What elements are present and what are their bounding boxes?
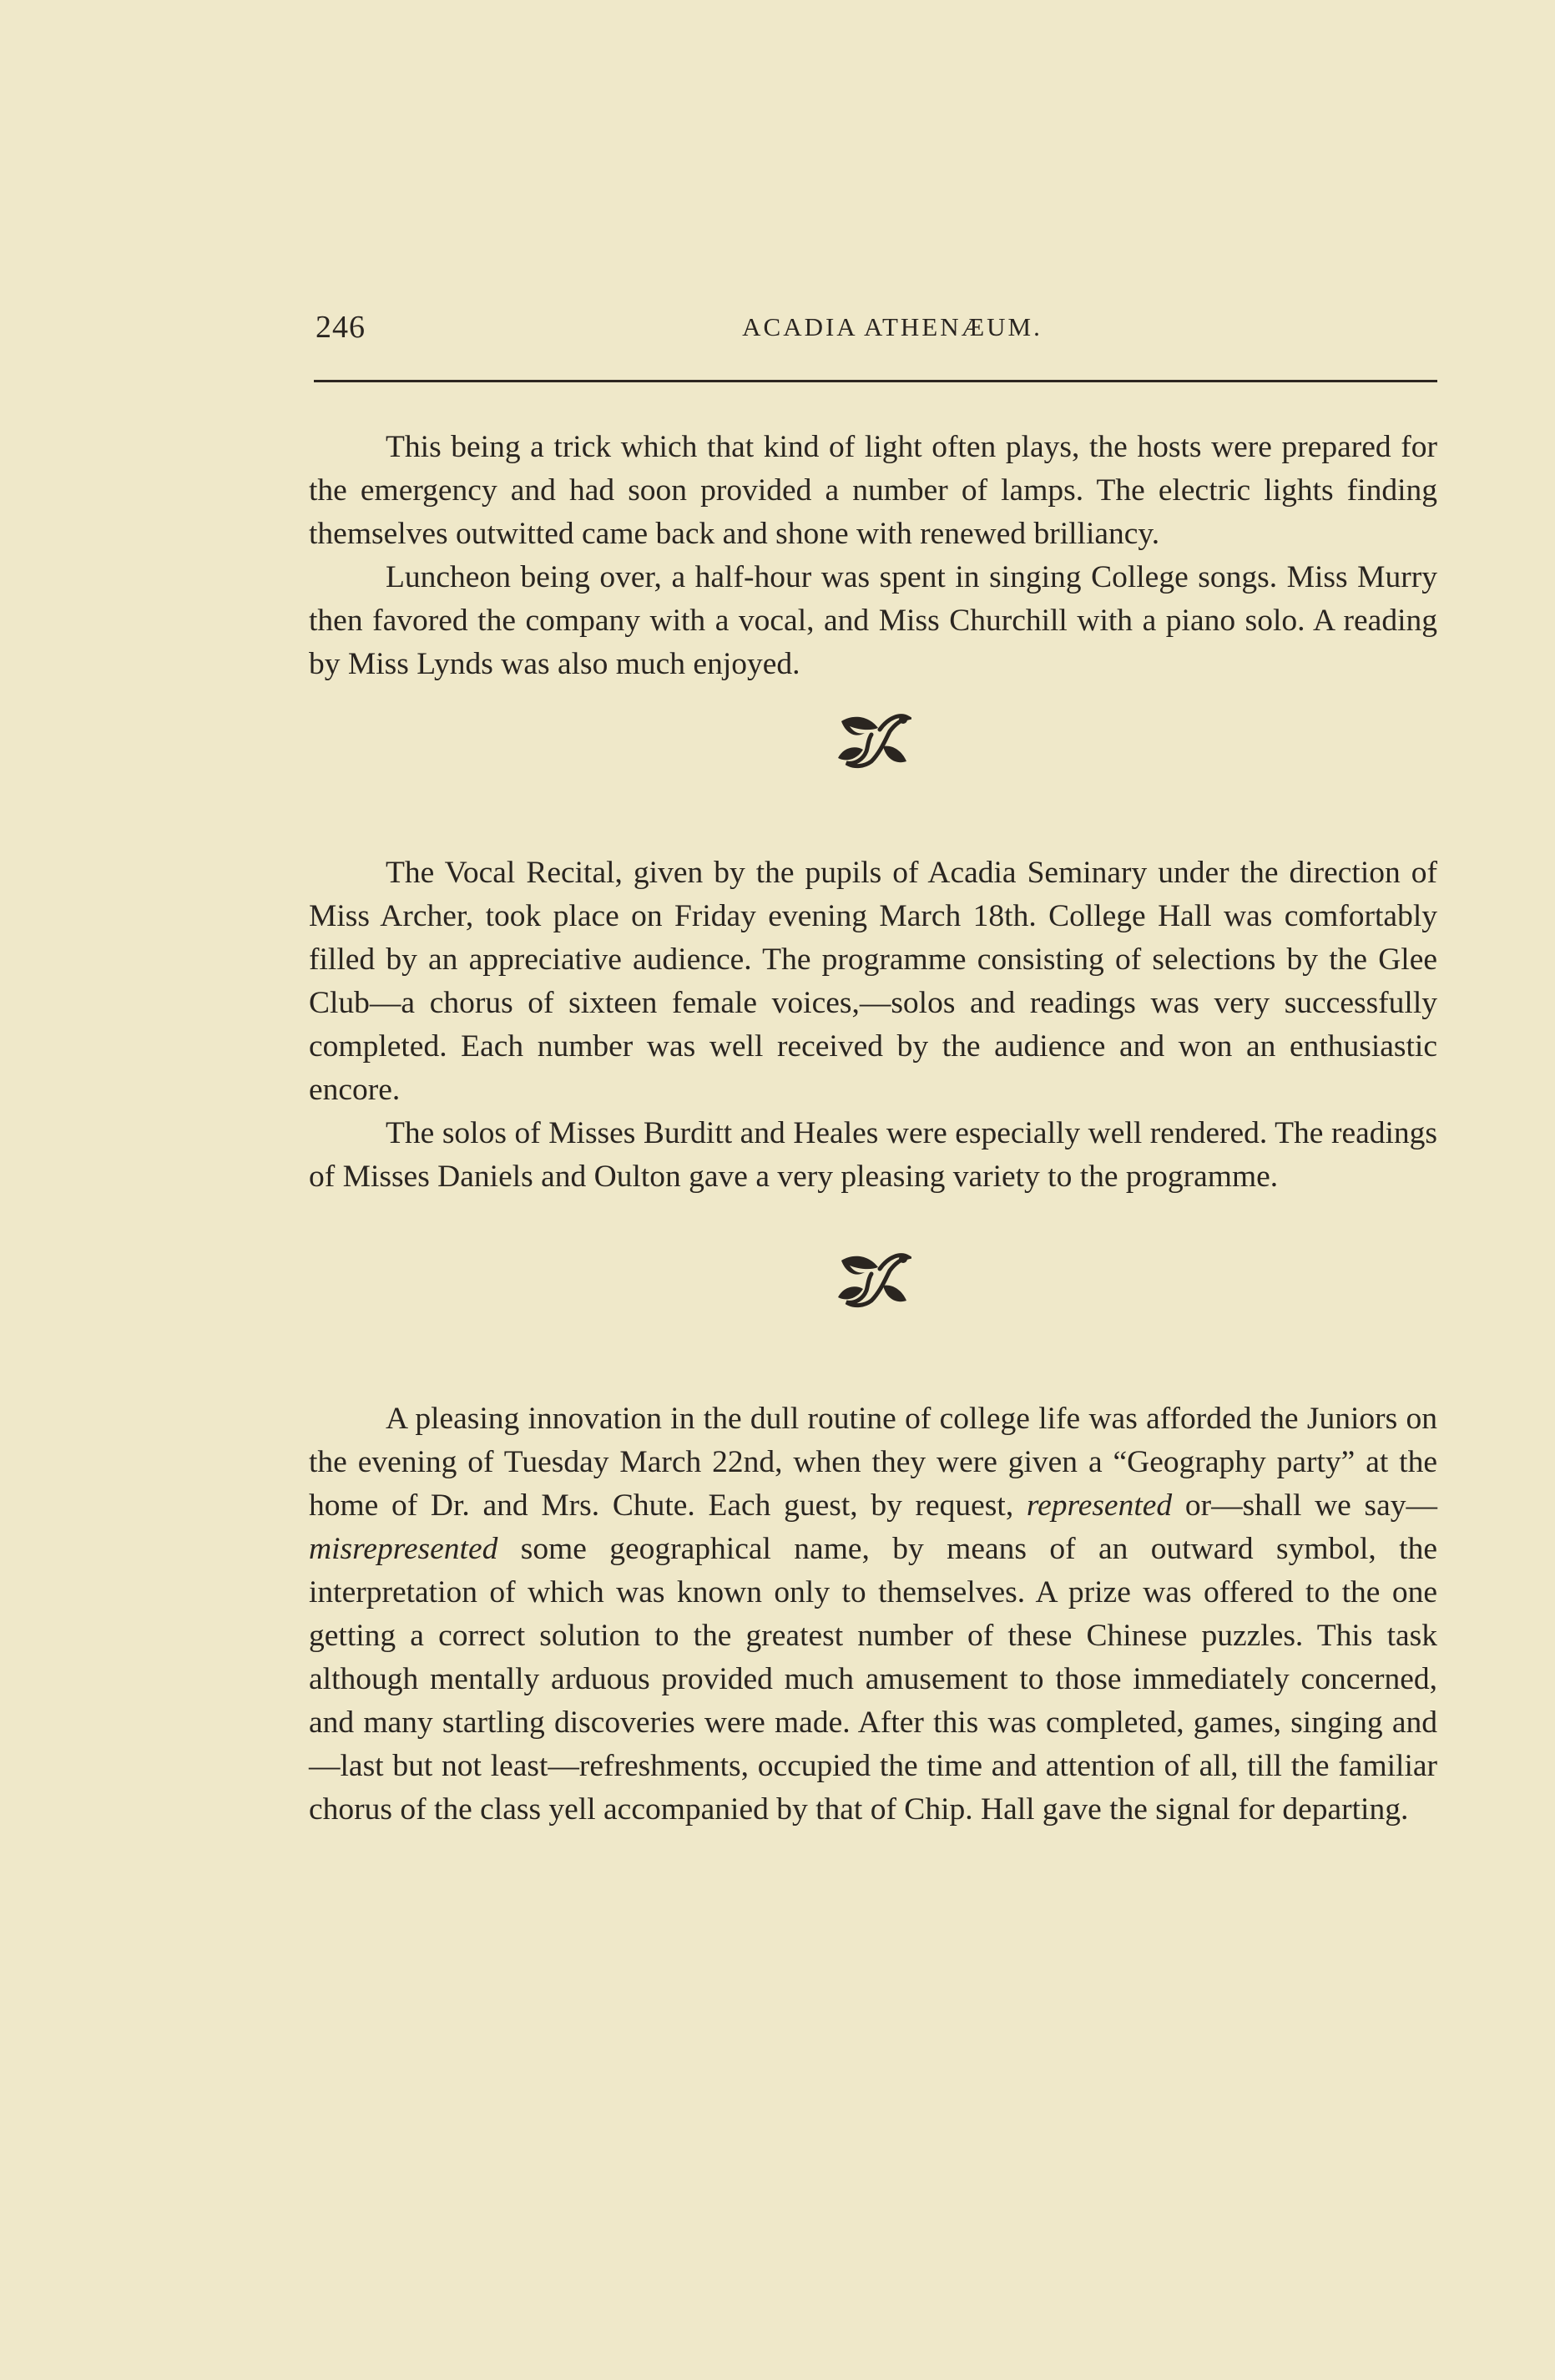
italic-represented: represented: [1026, 1488, 1173, 1523]
italic-misrepresented: misrepresented: [309, 1532, 498, 1566]
paragraph-geography-party: [309, 1397, 1437, 1832]
section-divider: [309, 710, 1437, 801]
fleuron-ornament-icon: [835, 1249, 911, 1311]
header-rule: [314, 380, 1437, 382]
paragraph-solos: The solos of Misses Burditt and Heales were especially well rendered. The readings of Misses Daniels and Oulton gave a very pleasing variety to the programme.: [309, 1116, 1437, 1194]
paragraph-lamps: This being a trick which that kind of light often plays, the hosts were prepared for the emergency and had soon provided a number of lamps. The electric lights finding themselves outwitted came back and shone with renewed brilliancy.: [309, 430, 1437, 551]
page-number: 246: [316, 310, 366, 345]
text-run: some geographical name, by means of an outward symbol, the interpretation of which was known only to themselves. A prize was offered to the one getting a correct solution to the greatest number of these Chinese puzzles. This task although mentally arduous provided much amusement to those immediately concerned, and many startling discoveries were made. After this was completed, games, singing and—last but not least—refreshments, occupied the time and attention of all, till the familiar chorus of the class yell accompanied by that of Chip. Hall gave the signal for departing.: [309, 1532, 1437, 1827]
paragraph-vocal-recital: The Vocal Recital, given by the pupils of Acadia Seminary under the direction of Miss Archer, took place on Friday evening March 18th. College Hall was comfortably filled by an appreciative audience. The programme consisting of selections by the Glee Club—a chorus of sixteen female voices,—solos and readings was very successfully completed. Each number was well received by the audience and won an enthusiastic encore.: [309, 856, 1437, 1107]
article-body: [309, 426, 1437, 1832]
paragraph-luncheon: Luncheon being over, a half-hour was spent in singing College songs. Miss Murry then favored the company with a vocal, and Miss Churchill with a piano solo. A reading by Miss Lynds was also much enjoyed.: [309, 560, 1437, 681]
fleuron-ornament-icon: [835, 710, 911, 771]
text-run: A pleasing innovation in the dull routine of college life was afforded the Juniors on the evening of Tuesday March 22nd, when they were given a “Geography party” at the home of Dr. and Mrs. Chute. Each guest, by request,: [309, 1402, 1437, 1523]
text-run: or—shall we say—: [1172, 1488, 1437, 1523]
section-divider: [309, 1249, 1437, 1341]
page-header: [316, 309, 1436, 351]
running-head: ACADIA ATHENÆUM.: [742, 312, 1043, 341]
